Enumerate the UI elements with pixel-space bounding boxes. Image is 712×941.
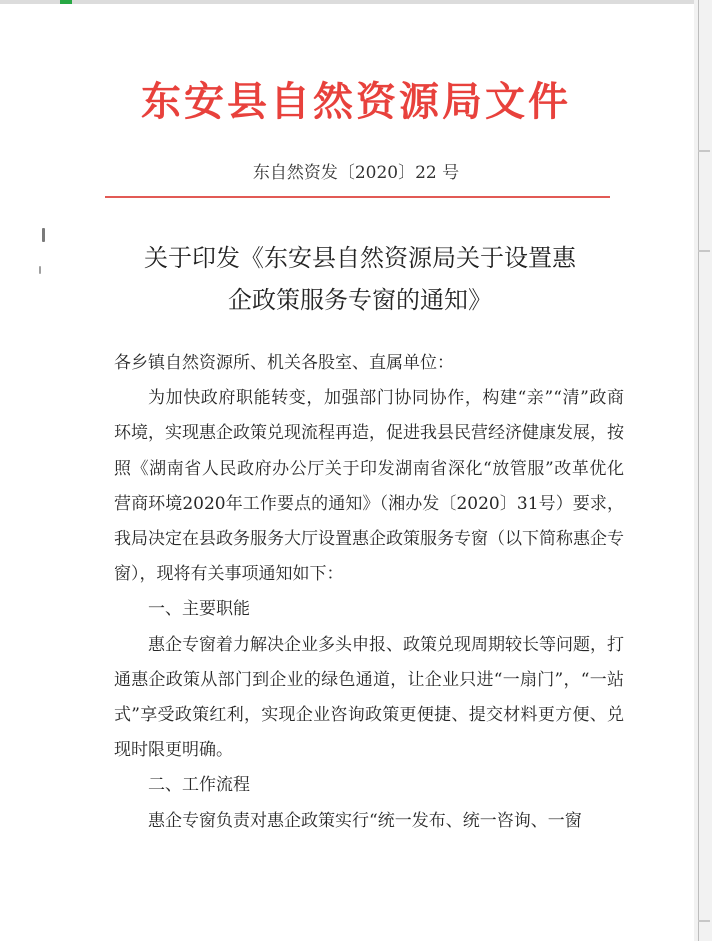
scan-speck [39,266,41,274]
edge-tick [698,250,710,252]
salutation: 各乡镇自然资源所、机关各股室、直属单位： [114,353,454,373]
document-body [114,346,624,839]
title-line-1: 关于印发《东安县自然资源局关于设置惠 [144,244,576,272]
paragraph-functions: 惠企专窗着力解决企业多头申报、政策兑现周期较长等问题，打通惠企政策从部门到企业的绿色通道，让企业只进“一扇门”，“一站式”享受政策红利，实现企业咨询政策更便捷、提交材料更方便、兑现时限更明确。 [114,634,624,761]
document-title [110,237,610,321]
scan-green-mark [60,0,72,4]
scan-top-border [0,0,712,4]
page-right-edge [694,0,712,941]
scan-speck [42,228,45,242]
paragraph-workflow: 惠企专窗负责对惠企政策实行“统一发布、统一咨询、一窗 [148,810,582,831]
document-header: 东安县自然资源局文件 [141,79,571,125]
paragraph-intro: 为加快政府职能转变，加强部门协同协作，构建“亲”“清”政商环境，实现惠企政策兑现流程再造，促进我县民营经济健康发展，按照《湖南省人民政府办公厅关于印发湖南省深化“放管服”改革优化营商环境2020年工作要点的通知》（湘办发〔2020〕31号）要求，我局决定在县政务服务大厅设置惠企政策服务专窗（以下简称惠企专窗），现将有关事项通知如下： [114,388,624,585]
red-separator-line [105,196,610,198]
section-heading-workflow: 二、工作流程 [148,775,250,796]
document-number: 东自然资发〔2020〕22 号 [252,163,460,183]
edge-tick [698,150,710,152]
edge-tick [698,920,710,922]
title-line-2: 企政策服务专窗的通知》 [228,286,492,314]
section-heading-main-functions: 一、主要职能 [148,599,250,620]
